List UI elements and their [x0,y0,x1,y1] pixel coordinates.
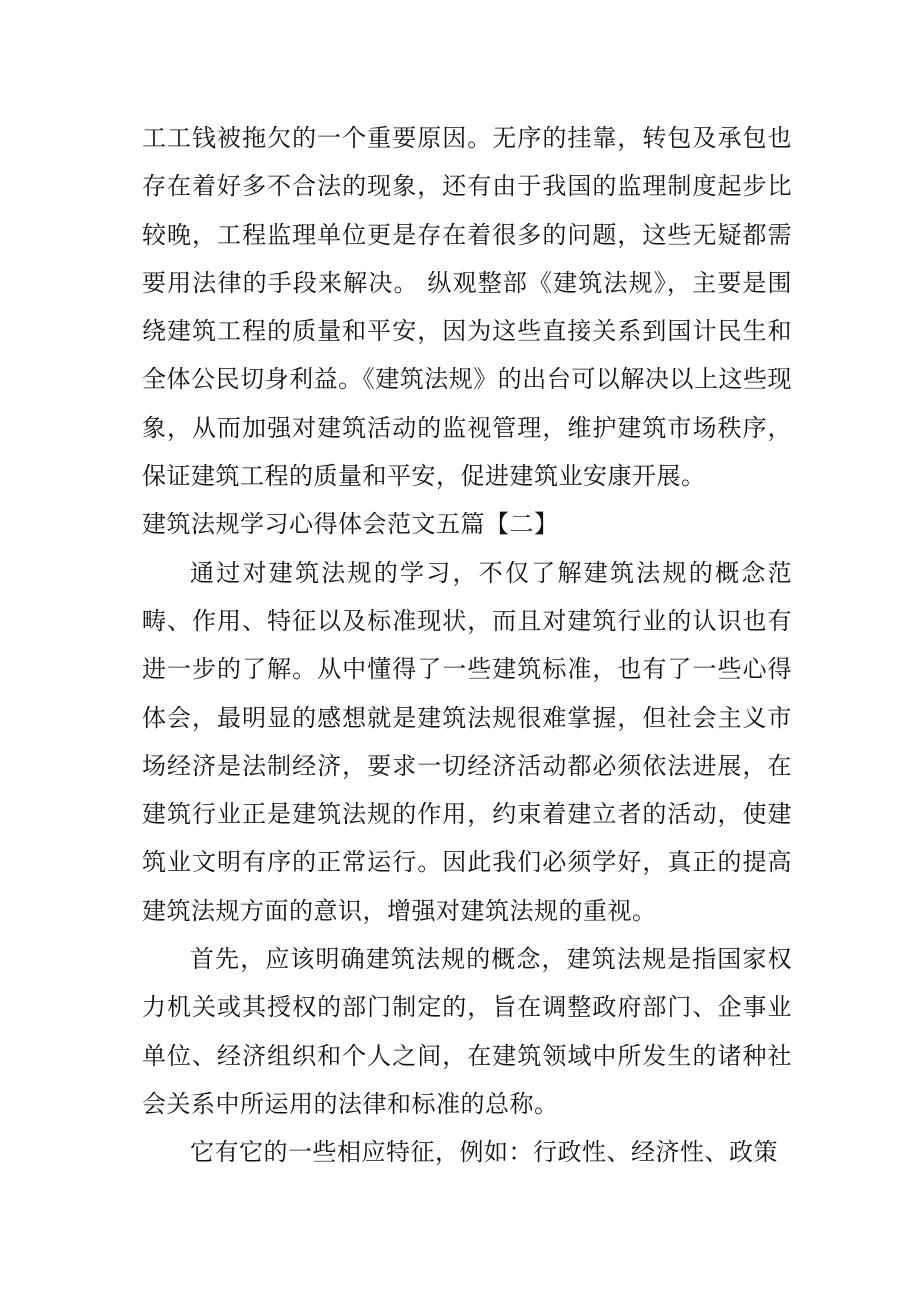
document-body [142,114,792,1177]
paragraph-3: 首先，应该明确建筑法规的概念，建筑法规是指国家权力机关或其授权的部门制定的，旨在调整政府部门、企事业单位、经济组织和个人之间，在建筑领域中所发生的诸种社会关系中所运用的法律和标准的总称。 [142,945,792,1118]
paragraph-2: 通过对建筑法规的学习，不仅了解建筑法规的概念范畴、作用、特征以及标准现状，而且对建筑行业的认识也有进一步的了解。从中懂得了一些建筑标准，也有了一些心得体会，最明显的感想就是建筑法规很难掌握，但社会主义市场经济是法制经济，要求一切经济活动都必须依法进展，在建筑行业正是建筑法规的作用，约束着建立者的活动，使建筑业文明有序的正常运行。因此我们必须学好，真正的提高建筑法规方面的意识，增强对建筑法规的重视。 [142,558,792,925]
paragraph-4: 它有它的一些相应特征，例如：行政性、经济性、政策 [190,1138,778,1167]
section-heading: 建筑法规学习心得体会范文五篇【二】 [142,510,559,539]
paragraph-1: 工工钱被拖欠的一个重要原因。无序的挂靠，转包及承包也存在着好多不合法的现象，还有由于我国的监理制度起步比较晚，工程监理单位更是存在着很多的问题，这些无疑都需要用法律的手段来解决。 纵观整部《建筑法规》，主要是围绕建筑工程的质量和平安，因为这些直接关系到国计民生和全体公民切身利益。《建筑法规》的出台可以解决以上这些现象，从而加强对建筑活动的监视管理，维护建筑市场秩序，保证建筑工程的质量和平安，促进建筑业安康开展。 [142,124,792,491]
